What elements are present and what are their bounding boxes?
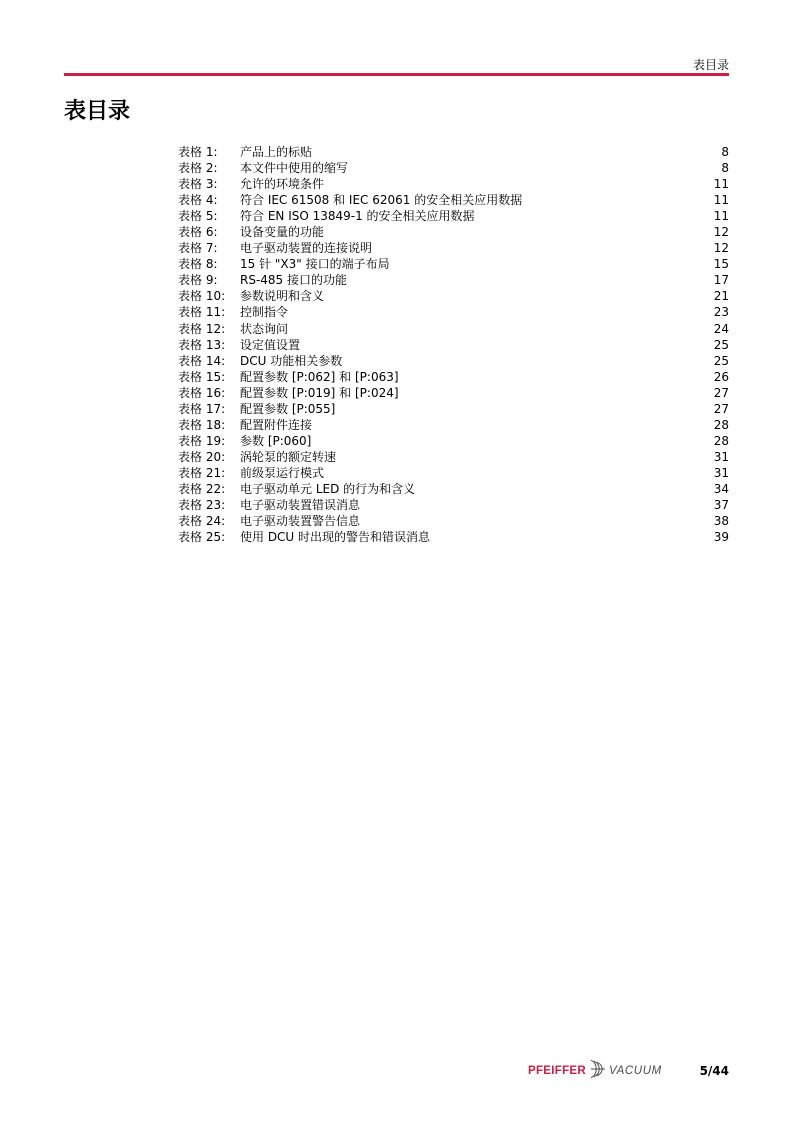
toc-entry-page: 21 xyxy=(713,289,729,304)
toc-entry-page: 11 xyxy=(713,177,729,192)
logo-wordmark-pfeiffer: PFEIFFER xyxy=(528,1065,586,1077)
toc-entry-page: 27 xyxy=(713,401,729,416)
toc-entry-page: 24 xyxy=(713,321,729,336)
toc-entry-title: 电子驱动装置警告信息 xyxy=(240,514,361,529)
toc-entry-number: 表格 3: xyxy=(178,177,218,192)
toc-entry-number: 表格 5: xyxy=(178,209,218,224)
toc-entry-title: 电子驱动装置的连接说明 xyxy=(240,241,373,256)
toc-entry[interactable] xyxy=(178,353,729,369)
toc-entry-title: 参数说明和含义 xyxy=(240,289,325,304)
toc-entry[interactable] xyxy=(178,369,729,385)
toc-entry-number: 表格 1: xyxy=(178,145,218,159)
toc-entry[interactable] xyxy=(178,240,729,256)
toc-entry-page: 12 xyxy=(713,225,729,240)
toc-entry-page: 23 xyxy=(713,305,729,320)
toc-entry-page: 11 xyxy=(713,193,729,208)
toc-entry-number: 表格 16: xyxy=(178,385,226,400)
toc-entry-title: 本文件中使用的缩写 xyxy=(240,161,349,176)
toc-entry-title: 符合 IEC 61508 和 IEC 62061 的安全相关应用数据 xyxy=(240,193,523,208)
toc-entry-page: 39 xyxy=(713,530,729,545)
toc-entry-number: 表格 8: xyxy=(178,257,218,272)
toc-entry[interactable] xyxy=(178,224,729,240)
toc-entry-number: 表格 19: xyxy=(178,433,226,448)
toc-entry-page: 37 xyxy=(713,498,729,513)
toc-entry[interactable] xyxy=(178,529,729,545)
toc-entry-page: 31 xyxy=(713,449,729,464)
toc-entry[interactable] xyxy=(178,385,729,401)
toc-entry[interactable] xyxy=(178,272,729,288)
pfeiffer-vacuum-logo xyxy=(528,1060,662,1082)
toc-entry-number: 表格 4: xyxy=(178,193,218,208)
toc-entry-number: 表格 22: xyxy=(178,481,226,496)
toc-entry-number: 表格 24: xyxy=(178,514,226,529)
page-number: 5/44 xyxy=(699,1064,729,1078)
page-title: 表目录 xyxy=(64,99,131,124)
toc-entry-title: 配置附件连接 xyxy=(240,417,313,432)
toc-entry[interactable] xyxy=(178,513,729,529)
toc-entry-title: 设备变量的功能 xyxy=(240,225,325,240)
toc-entry-number: 表格 13: xyxy=(178,337,226,352)
toc-entry-number: 表格 6: xyxy=(178,225,218,240)
toc-entry-number: 表格 10: xyxy=(178,289,226,304)
toc-entry-page: 8 xyxy=(721,145,729,159)
toc-entry-title: 允许的环境条件 xyxy=(240,177,325,192)
toc-entry-page: 8 xyxy=(721,161,729,176)
header-divider xyxy=(64,73,729,76)
toc-entry[interactable] xyxy=(178,256,729,272)
toc-entry-title: RS-485 接口的功能 xyxy=(240,273,348,288)
toc-entry-page: 38 xyxy=(713,514,729,529)
toc-entry-number: 表格 21: xyxy=(178,465,226,480)
toc-entry-number: 表格 15: xyxy=(178,369,226,384)
toc-entry-title: 产品上的标贴 xyxy=(240,145,313,159)
toc-entry-number: 表格 20: xyxy=(178,449,226,464)
toc-entry-title: 参数 [P:060] xyxy=(240,433,312,448)
toc-entry[interactable] xyxy=(178,288,729,304)
toc-entry-number: 表格 25: xyxy=(178,530,226,545)
toc-entry[interactable] xyxy=(178,208,729,224)
toc-entry-number: 表格 18: xyxy=(178,417,226,432)
toc-entry-title: 控制指令 xyxy=(240,305,289,320)
toc-entry[interactable] xyxy=(178,337,729,353)
toc-entry-title: 状态询问 xyxy=(240,321,289,336)
logo-flow-icon xyxy=(590,1058,606,1084)
logo-wordmark-vacuum: VACUUM xyxy=(609,1065,662,1077)
toc-entry[interactable] xyxy=(178,304,729,320)
toc-entry-page: 34 xyxy=(713,481,729,496)
running-header: 表目录 xyxy=(692,58,729,72)
toc-entry-title: DCU 功能相关参数 xyxy=(240,353,343,368)
toc-entry-number: 表格 17: xyxy=(178,401,226,416)
toc-entry-title: 配置参数 [P:019] 和 [P:024] xyxy=(240,385,399,400)
toc-entry[interactable] xyxy=(178,497,729,513)
toc-entry-number: 表格 14: xyxy=(178,353,226,368)
table-of-contents xyxy=(178,144,729,545)
toc-entry-number: 表格 11: xyxy=(178,305,226,320)
toc-entry-page: 15 xyxy=(713,257,729,272)
toc-entry[interactable] xyxy=(178,321,729,337)
toc-entry-title: 配置参数 [P:062] 和 [P:063] xyxy=(240,369,399,384)
toc-entry-page: 27 xyxy=(713,385,729,400)
toc-entry-number: 表格 9: xyxy=(178,273,218,288)
toc-entry[interactable] xyxy=(178,401,729,417)
toc-entry-page: 25 xyxy=(713,353,729,368)
toc-entry[interactable] xyxy=(178,417,729,433)
toc-entry-title: 配置参数 [P:055] xyxy=(240,401,336,416)
toc-entry[interactable] xyxy=(178,449,729,465)
toc-entry[interactable] xyxy=(178,433,729,449)
toc-entry-number: 表格 12: xyxy=(178,321,226,336)
toc-entry-number: 表格 2: xyxy=(178,161,218,176)
toc-entry-number: 表格 23: xyxy=(178,498,226,513)
toc-entry-number: 表格 7: xyxy=(178,241,218,256)
toc-entry-title: 15 针 "X3" 接口的端子布局 xyxy=(240,257,390,272)
toc-entry-page: 17 xyxy=(713,273,729,288)
toc-entry-title: 前级泵运行模式 xyxy=(240,465,325,480)
toc-entry[interactable] xyxy=(178,192,729,208)
toc-entry-title: 电子驱动装置错误消息 xyxy=(240,498,361,513)
toc-entry-page: 31 xyxy=(713,465,729,480)
toc-entry[interactable] xyxy=(178,160,729,176)
toc-entry-title: 电子驱动单元 LED 的行为和含义 xyxy=(240,481,416,496)
toc-entry[interactable] xyxy=(178,144,729,160)
toc-entry-page: 26 xyxy=(713,369,729,384)
toc-entry-title: 符合 EN ISO 13849-1 的安全相关应用数据 xyxy=(240,209,475,224)
toc-entry-title: 涡轮泵的额定转速 xyxy=(240,449,337,464)
toc-entry[interactable] xyxy=(178,465,729,481)
toc-entry-page: 28 xyxy=(713,417,729,432)
toc-entry-page: 28 xyxy=(713,433,729,448)
toc-entry-title: 设定值设置 xyxy=(240,337,301,352)
toc-entry[interactable] xyxy=(178,176,729,192)
toc-entry-page: 12 xyxy=(713,241,729,256)
toc-entry-page: 11 xyxy=(713,209,729,224)
toc-entry-title: 使用 DCU 时出现的警告和错误消息 xyxy=(240,530,431,545)
toc-entry-page: 25 xyxy=(713,337,729,352)
toc-entry[interactable] xyxy=(178,481,729,497)
